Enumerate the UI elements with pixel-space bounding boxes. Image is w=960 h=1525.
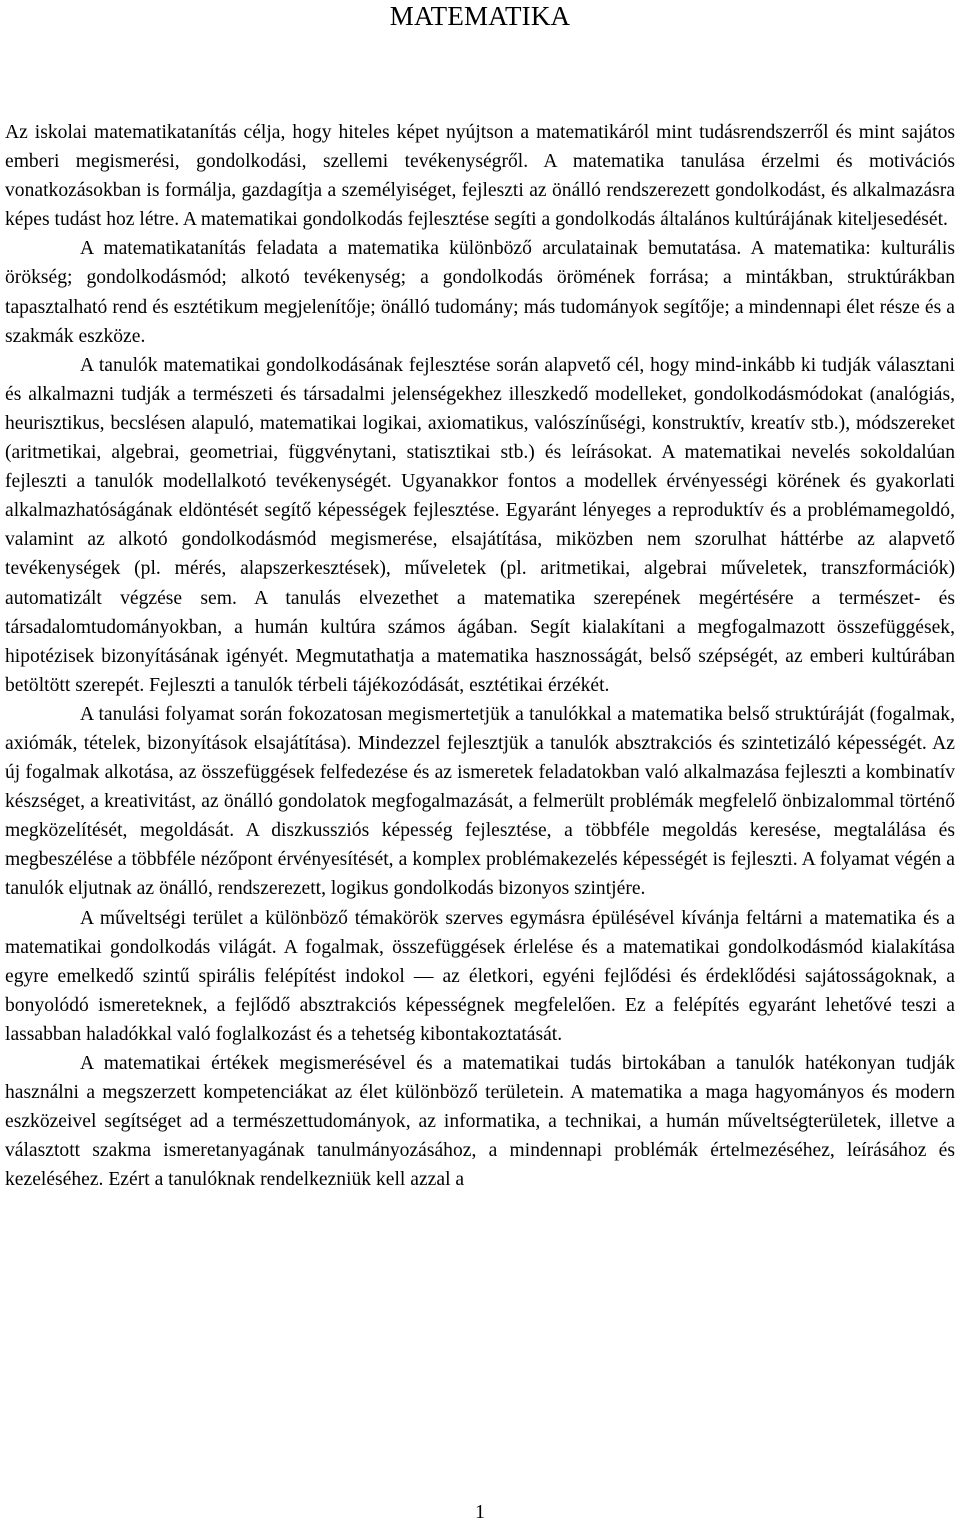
paragraph: A matematikai értékek megismerésével és a matematikai tudás birtokában a tanulók hatékonyan tudják használni a megszerzett kompetenciákat az élet különböző területein. A matematika a maga hagyományos és modern eszközeivel segítséget ad a természettudományok, az informatika, a technikai, a humán műveltségterületek, illetve a választott szakma ismeretanyagának tanulmányozásához, a mindennapi problémák értelmezéséhez, leírásához és kezeléséhez. Ezért a tanulóknak rendelkezniük kell azzal a: [5, 1053, 955, 1191]
paragraph: A műveltségi terület a különböző témakörök szerves egymásra épülésével kívánja feltárni a matematika és a matematikai gondolkodás világát. A fogalmak, összefüggések érlelése és a matematikai gondolkodásmód kialakítása egyre emelkedő szintű spirális felépítést indokol — az életkori, egyéni fejlődési és érdeklődési sajátosságoknak, a bonyolódó ismereteknek, a fejlődő absztrakciós képességnek megfelelően. Ez a felépítés egyaránt lehetővé teszi a lassabban haladókkal való foglalkozást és a tehetség kibontakoztatását.: [5, 907, 955, 1045]
paragraph: A tanulási folyamat során fokozatosan megismertetjük a tanulókkal a matematika belső struktúráját (fogalmak, axiómák, tételek, bizonyítások elsajátítása). Mindezzel fejlesztjük a tanulók absztrakciós és szintetizáló képességét. Az új fogalmak alkotása, az összefüggések felfedezése és az ismeretek feladatokban való alkalmazása fejleszti a kombinatív készséget, a kreativitást, az önálló gondolatok megfogalmazását, a felmerült problémák megfelelő önbizalommal történő megközelítését, megoldását. A diszkussziós képesség fejlesztése, a többféle megoldás keresése, megtalálása és megbeszélése a többféle nézőpont érvényesítését, a komplex problémakezelés képességét is fejleszti. A folyamat végén a tanulók eljutnak az önálló, rendszerezett, logikus gondolkodás bizonyos szintjére.: [5, 703, 955, 900]
body-text: [5, 118, 955, 1194]
page-number: 1: [475, 1501, 485, 1523]
paragraph: A matematikatanítás feladata a matematika különböző arculatainak bemutatása. A matematika: kulturális örökség; gondolkodásmód; alkotó tevékenység; a gondolkodás örömének forrása; a mintákban, struktúrákban tapasztalható rend és esztétikum megjelenítője; önálló tudomány; más tudományok segítője; a mindennapi élet része és a szakmák eszköze.: [5, 238, 955, 347]
document-title: MATEMATIKA: [389, 1, 571, 31]
paragraph: Az iskolai matematikatanítás célja, hogy hiteles képet nyújtson a matematikáról mint tudásrendszerről és mint sajátos emberi megismerési, gondolkodási, szellemi tevékenységről. A matematika tanulása érzelmi és motivációs vonatkozásokban is formálja, gazdagítja a személyiséget, fejleszti az önálló rendszerezett gondolkodást, és alkalmazásra képes tudást hoz létre. A matematikai gondolkodás fejlesztése segíti a gondolkodás általános kultúrájának kiteljesedését.: [5, 122, 955, 231]
paragraph: A tanulók matematikai gondolkodásának fejlesztése során alapvető cél, hogy mind-inkább ki tudják választani és alkalmazni tudják a természeti és társadalmi jelenségekhez illeszkedő modelleket, gondolkodásmódokat (analógiás, heurisztikus, becslésen alapuló, matematikai logikai, axiomatikus, valószínűségi, konstruktív, kreatív stb.), módszereket (aritmetikai, algebrai, geometriai, függvénytani, statisztikai stb.) és leírásokat. A matematikai nevelés sokoldalúan fejleszti a tanulók modellalkotó tevékenységét. Ugyanakkor fontos a modellek érvényességi körének és gyakorlati alkalmazhatóságának eldöntését segítő képességek fejlesztése. Egyaránt lényeges a reproduktív és a problémamegoldó, valamint az alkotó gondolkodásmód megismerése, elsajátítása, miközben nem szorulhat háttérbe az alapvető tevékenységek (pl. mérés, alapszerkesztések), műveletek (pl. aritmetikai, algebrai műveletek, transzformációk) automatizált végzése sem. A tanulás elvezethet a matematika szerepének megértésére a természet- és társadalomtudományokban, a humán kultúra számos ágában. Segít kialakítani a megfogalmazott összefüggések, hipotézisek bizonyításának igényét. Megmutathatja a matematika hasznosságát, belső szépségét, az emberi kultúrában betöltött szerepét. Fejleszti a tanulók térbeli tájékozódását, esztétikai érzékét.: [5, 354, 955, 696]
